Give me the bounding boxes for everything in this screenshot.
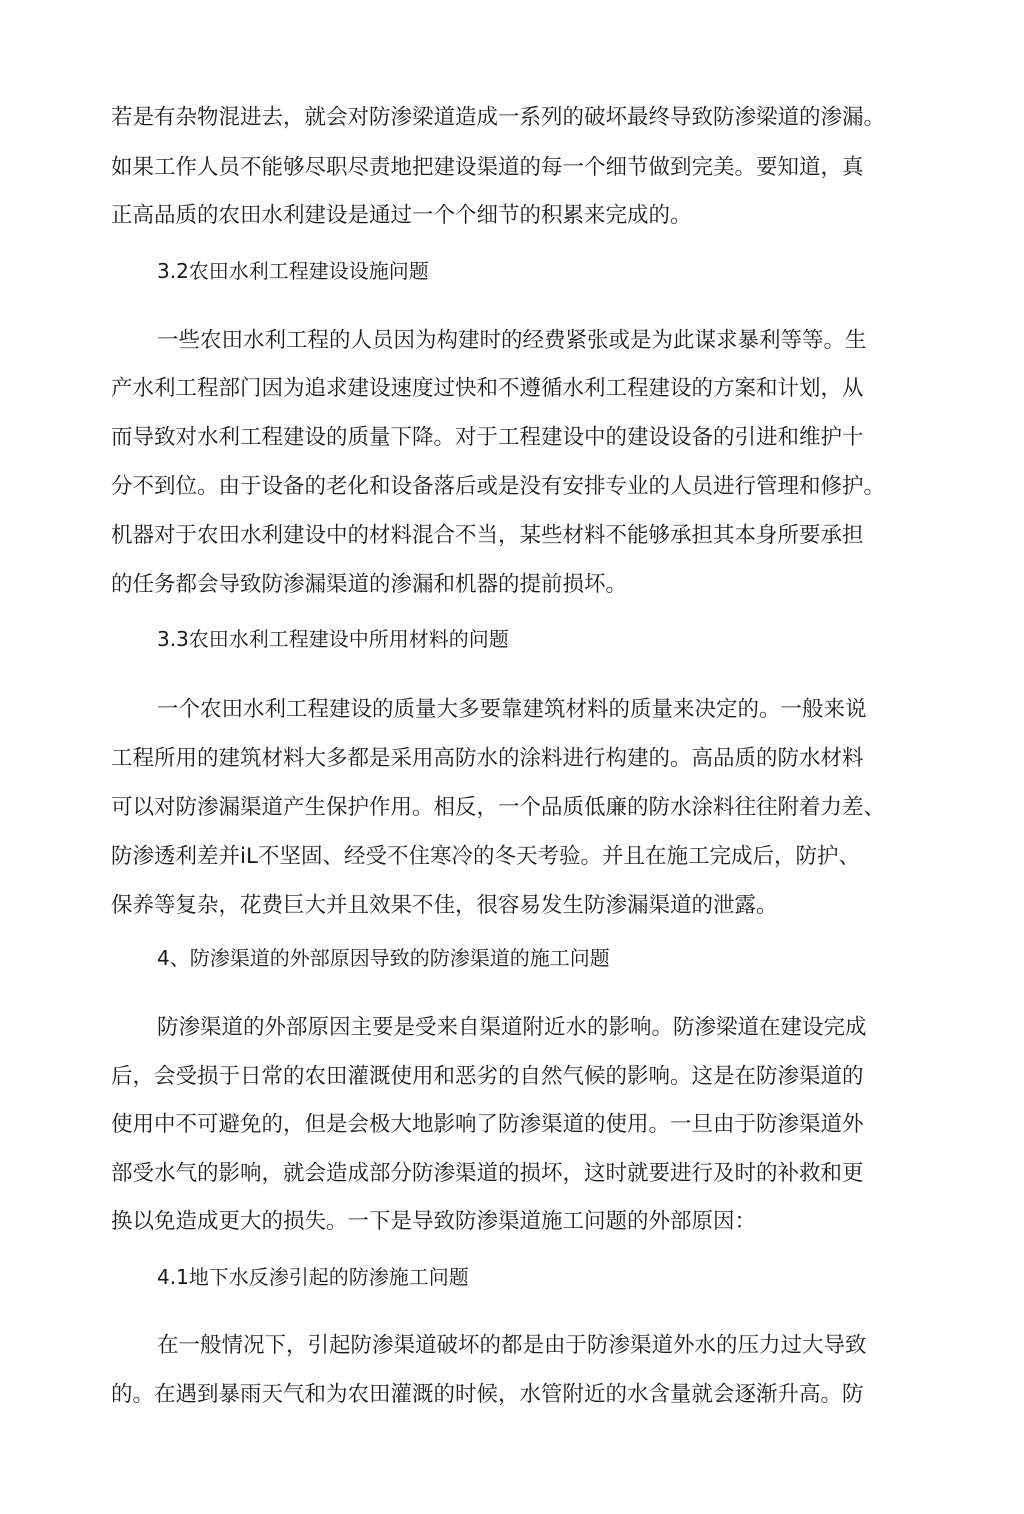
paragraph-line: 机器对于农田水利建设中的材料混合不当，某些材料不能够承担其本身所要承担 xyxy=(111,523,864,548)
paragraph-line: 可以对防渗漏渠道产生保护作用。相反，一个品质低廉的防水涂料往往附着力差、 xyxy=(111,795,886,820)
section-heading: 4、防渗渠道的外部原因导致的防渗渠道的施工问题 xyxy=(157,946,610,970)
paragraph-line: 若是有杂物混进去，就会对防渗梁道造成一系列的破坏最终导致防渗梁道的渗漏。 xyxy=(111,105,886,130)
section-heading: 3.3农田水利工程建设中所用材料的问题 xyxy=(157,627,509,651)
paragraph-line: 一个农田水利工程建设的质量大多要靠建筑材料的质量来决定的。一般来说 xyxy=(157,697,867,722)
paragraph-line: 在一般情况下，引起防渗渠道破坏的都是由于防渗渠道外水的压力过大导致 xyxy=(157,1333,867,1358)
section-heading: 3.2农田水利工程建设设施问题 xyxy=(157,259,429,283)
paragraph-line: 换以免造成更大的损失。一下是导致防渗渠道施工问题的外部原因： xyxy=(111,1209,757,1234)
paragraph-line: 防渗渠道的外部原因主要是受来自渠道附近水的影响。防渗梁道在建设完成 xyxy=(157,1015,867,1040)
paragraph-line: 的任务都会导致防渗漏渠道的渗漏和机器的提前损坏。 xyxy=(111,572,628,597)
paragraph-line: 工程所用的建筑材料大多都是采用高防水的涂料进行构建的。高品质的防水材料 xyxy=(111,746,864,771)
paragraph-line: 一些农田水利工程的人员因为构建时的经费紧张或是为此谋求暴利等等。生 xyxy=(157,328,867,353)
paragraph-line: 的。在遇到暴雨天气和为农田灌溉的时候，水管附近的水含量就会逐渐升高。防 xyxy=(111,1382,864,1407)
paragraph-line: 而导致对水利工程建设的质量下降。对于工程建设中的建设设备的引进和维护十 xyxy=(111,425,864,450)
paragraph-line: 正高品质的农田水利建设是通过一个个细节的积累来完成的。 xyxy=(111,203,692,228)
paragraph-line: 部受水气的影响，就会造成部分防渗渠道的损坏，这时就要进行及时的补救和更 xyxy=(111,1161,864,1186)
paragraph-line: 防渗透利差并iL不坚固、经受不住寒冷的冬天考验。并且在施工完成后，防护、 xyxy=(111,844,860,869)
paragraph-line: 后，会受损于日常的农田灌溉使用和恶劣的自然气候的影响。这是在防渗渠道的 xyxy=(111,1064,864,1089)
paragraph-line: 如果工作人员不能够尽职尽责地把建设渠道的每一个细节做到完美。要知道，真 xyxy=(111,155,864,180)
paragraph-line: 使用中不可避免的，但是会极大地影响了防渗渠道的使用。一旦由于防渗渠道外 xyxy=(111,1112,864,1137)
paragraph-line: 分不到位。由于设备的老化和设备落后或是没有安排专业的人员进行管理和修护。 xyxy=(111,474,886,499)
section-heading: 4.1地下水反渗引起的防渗施工问题 xyxy=(157,1265,469,1289)
paragraph-line: 产水利工程部门因为追求建设速度过快和不遵循水利工程建设的方案和计划，从 xyxy=(111,376,864,401)
paragraph-line: 保养等复杂，花费巨大并且效果不佳，很容易发生防渗漏渠道的泄露。 xyxy=(111,893,778,918)
